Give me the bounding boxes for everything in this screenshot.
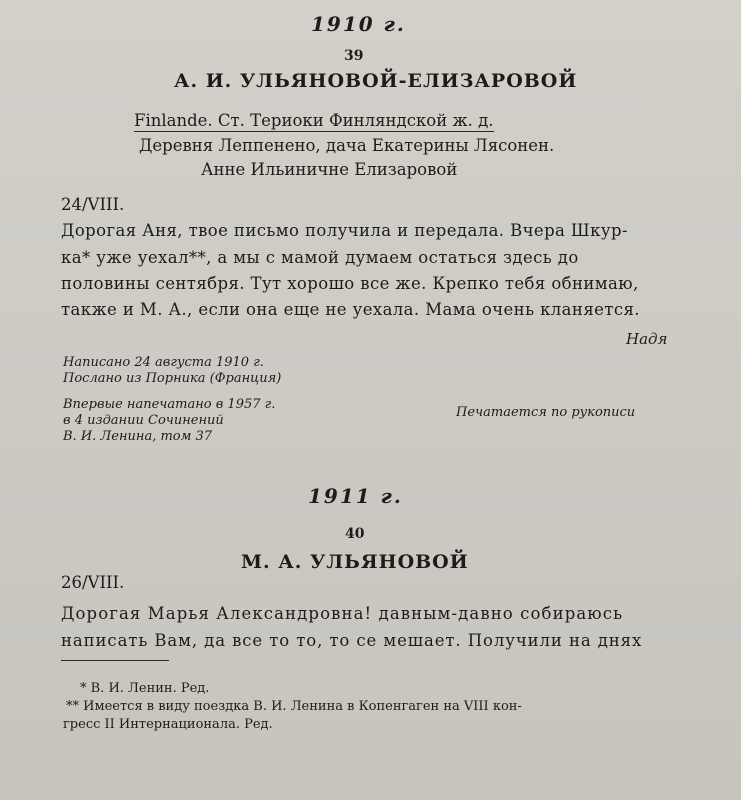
body-line-2: ка* уже уехал**, а мы с мамой думаем остаться здесь до: [61, 248, 579, 267]
publication-note-3: В. И. Ленина, том 37: [63, 429, 213, 444]
footnote-2-continued: гресс II Интернационала. Ред.: [63, 717, 273, 732]
recipient-heading-2: М. А. УЛЬЯНОВОЙ: [241, 551, 469, 573]
recipient-heading-1: А. И. УЛЬЯНОВОЙ-ЕЛИЗАРОВОЙ: [174, 70, 578, 92]
written-note-1: Написано 24 августа 1910 г.: [63, 355, 264, 370]
body-line-3: половины сентября. Тут хорошо все же. Крепко тебя обнимаю,: [61, 274, 639, 293]
footnote-2: ** Имеется в виду поездка В. И. Ленина в Копенгаген на VIII кон-: [66, 699, 522, 714]
address-line-3: Анне Ильиничне Елизаровой: [201, 160, 458, 179]
letter-date-2: 26/VIII.: [61, 573, 125, 592]
body-line-1: Дорогая Аня, твое письмо получила и передала. Вчера Шкур-: [61, 221, 628, 240]
letter-number-39: 39: [344, 48, 364, 64]
year-heading-1911: 1911 г.: [308, 484, 403, 508]
signature: Надя: [626, 330, 668, 348]
letter-date-1: 24/VIII.: [61, 195, 125, 214]
publication-note-2: в 4 издании Сочинений: [63, 413, 224, 428]
address-line-2: Деревня Леппенено, дача Екатерины Лясонен.: [139, 136, 555, 155]
body2-line-1: Дорогая Марья Александровна! давным-давно собираюсь: [61, 604, 624, 623]
address-line-1: Finlande. Ст. Териоки Финляндской ж. д.: [134, 111, 494, 130]
written-note-2: Послано из Порника (Франция): [63, 371, 282, 386]
footnote-1: * В. И. Ленин. Ред.: [80, 681, 210, 696]
body-line-4: также и М. А., если она еще не уехала. Мама очень кланяется.: [61, 300, 640, 319]
footnote-divider: [61, 660, 169, 661]
year-heading-1910: 1910 г.: [311, 12, 406, 36]
publication-note-1: Впервые напечатано в 1957 г.: [63, 397, 276, 412]
body2-line-2: написать Вам, да все то то, то се мешает. Получили на днях: [61, 631, 643, 650]
letter-number-40: 40: [345, 526, 365, 542]
source-note: Печатается по рукописи: [456, 405, 636, 420]
